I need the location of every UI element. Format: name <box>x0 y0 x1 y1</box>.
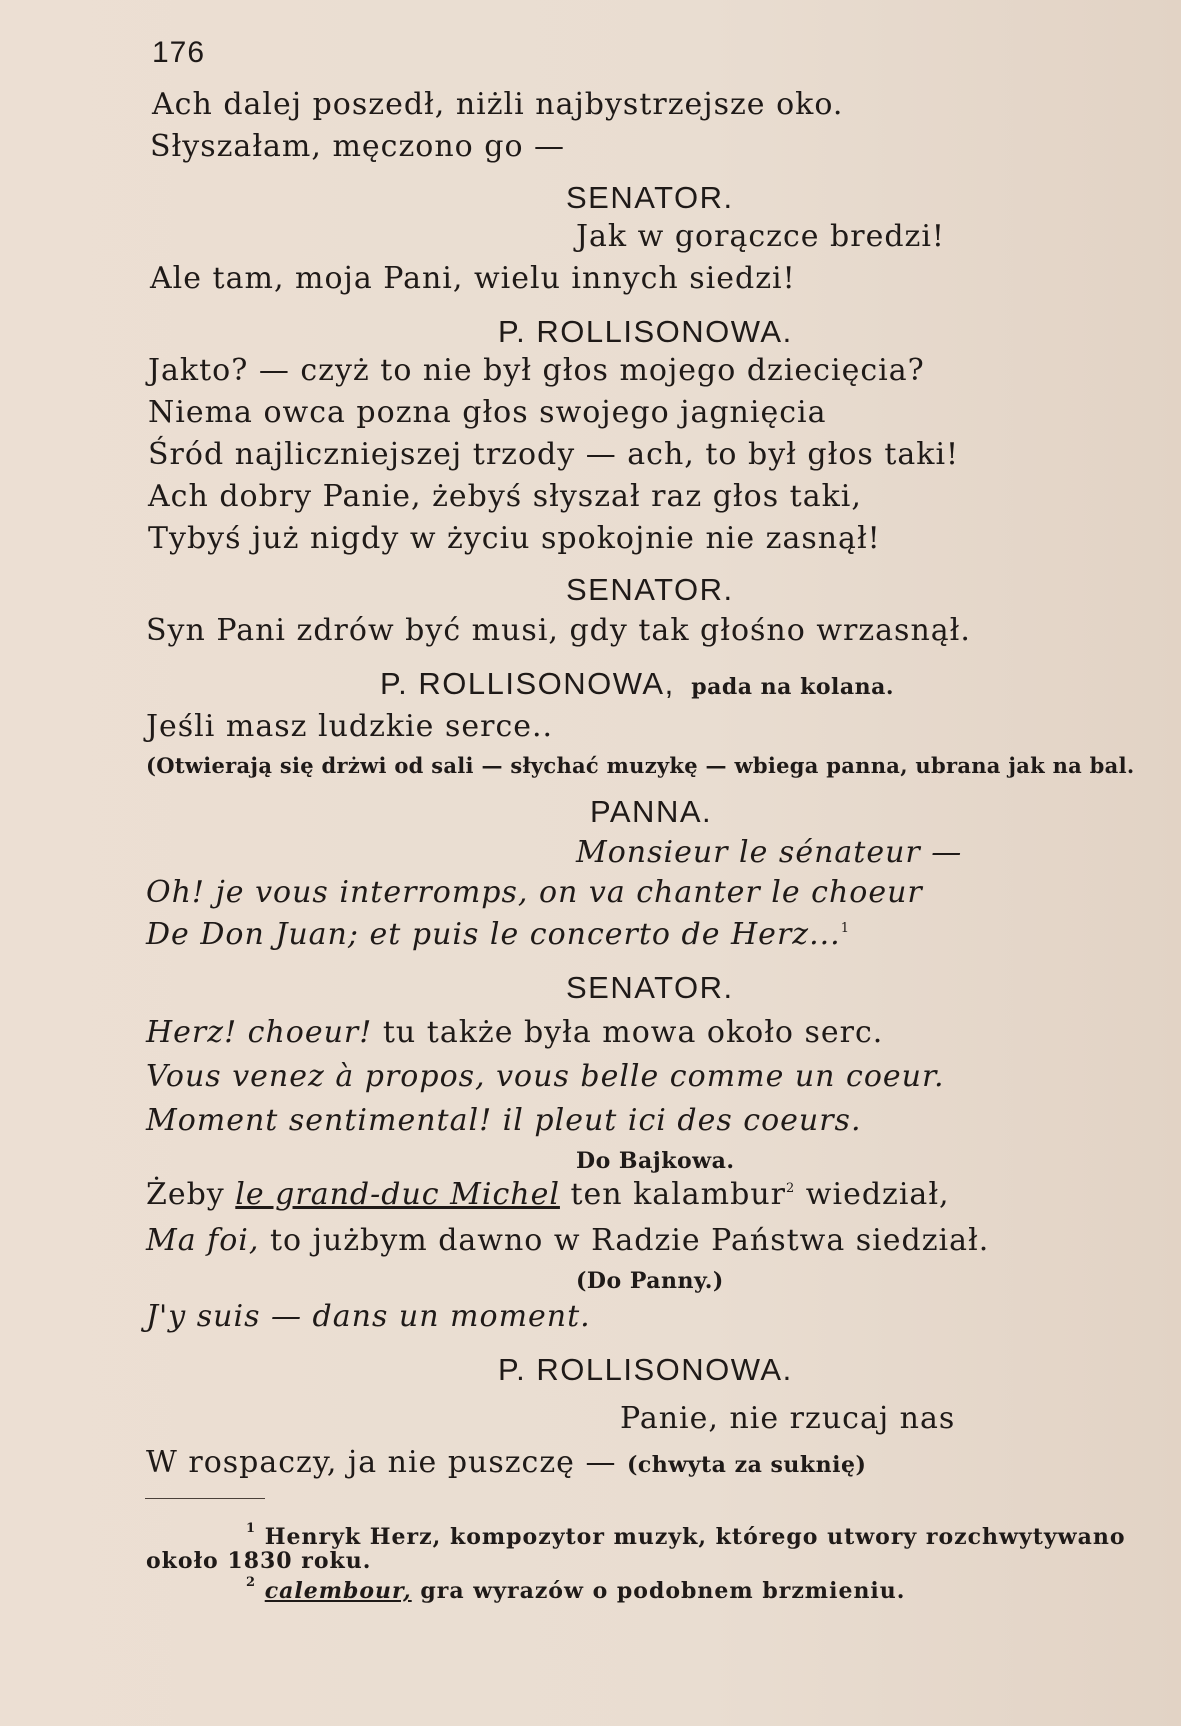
speaker-name: P. ROLLISONOWA. <box>498 314 793 349</box>
speaker-name: P. ROLLISONOWA. <box>498 1352 793 1387</box>
stage-direction: (Do Panny.) <box>576 1268 724 1294</box>
verse-line-french: Monsieur le sénateur — <box>576 835 963 870</box>
verse-line: Niema owca pozna głos swojego jagnięcia <box>148 395 827 430</box>
speaker-name: PANNA. <box>590 794 713 829</box>
speaker-name: SENATOR. <box>566 180 734 215</box>
verse-line: Ach dalej poszedł, niżli najbystrzejsze oko. <box>152 87 844 122</box>
verse-line: Herz! choeur! tu także była mowa około serc. <box>146 1015 884 1050</box>
footnote-1-continuation: około 1830 roku. <box>146 1548 372 1574</box>
verse-line-french: De Don Juan; et puis le concerto de Herz...$^1$ <box>146 917 850 952</box>
verse-line: W rospaczy, ja nie puszczę — (chwyta za suknię) <box>146 1445 867 1480</box>
stage-direction: pada na kolana. <box>691 674 895 700</box>
speaker-name: P. ROLLISONOWA, <box>380 666 675 701</box>
verse-line: Ale tam, moja Pani, wielu innych siedzi! <box>150 261 796 296</box>
verse-line: Jeśli masz ludzkie serce.. <box>146 709 554 744</box>
stage-direction: Do Bajkowa. <box>576 1148 735 1174</box>
speaker-with-direction <box>380 668 894 700</box>
footnote-divider <box>145 1498 265 1499</box>
footnote-marker: 1 <box>840 921 850 936</box>
footnote-marker: 2 <box>785 1181 796 1196</box>
verse-line-french: Moment sentimental! il pleut ici des coeurs. <box>146 1103 862 1138</box>
footnote-2: $^2$ calembour, gra wyrazów o podobnem brzmieniu. <box>246 1575 906 1604</box>
verse-line: Ach dobry Panie, żebyś słyszał raz głos taki, <box>148 479 862 514</box>
footnote-marker: 1 <box>246 1521 257 1536</box>
verse-line: Ma foi, to jużbym dawno w Radzie Państwa siedział. <box>146 1223 990 1258</box>
verse-line-french: Vous venez à propos, vous belle comme un coeur. <box>146 1059 945 1094</box>
verse-line: Śród najliczniejszej trzody — ach, to był głos taki! <box>148 437 960 472</box>
verse-line: Słyszałam, męczono go — <box>150 129 566 164</box>
speaker-name: SENATOR. <box>566 572 734 607</box>
verse-line-french: J'y suis — dans un moment. <box>146 1299 591 1334</box>
verse-line: Żeby le grand-duc Michel ten kalambur$^2$ wiedział, <box>146 1177 950 1212</box>
page-number: 176 <box>152 36 206 69</box>
verse-line: Syn Pani zdrów być musi, gdy tak głośno wrzasnął. <box>146 613 971 648</box>
verse-line: Panie, nie rzucaj nas <box>620 1401 956 1436</box>
footnote-marker: 2 <box>246 1575 257 1590</box>
footnote-1: $^1$ Henryk Herz, kompozytor muzyk, którego utwory rozchwytywano <box>246 1521 1126 1550</box>
verse-line: Jakto? — czyż to nie był głos mojego dziecięcia? <box>148 353 925 388</box>
stage-direction: (Otwierają się drżwi od sali — słychać muzykę — wbiega panna, ubrana jak na bal. <box>146 753 1135 778</box>
speaker-name: SENATOR. <box>566 970 734 1005</box>
verse-line-french: Oh! je vous interromps, on va chanter le choeur <box>146 875 923 910</box>
verse-line: Tybyś już nigdy w życiu spokojnie nie zasnął! <box>148 521 881 556</box>
verse-line: Jak w gorączce bredzi! <box>576 219 945 254</box>
